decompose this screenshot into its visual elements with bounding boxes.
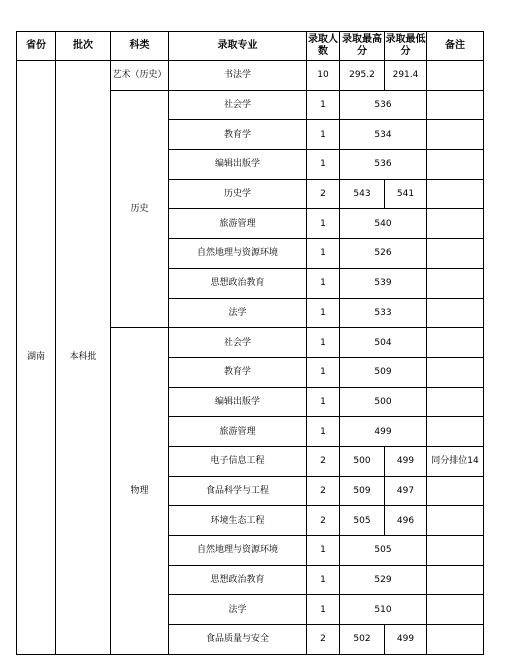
major-cell: 教育学 [169,357,307,387]
major-cell: 书法学 [169,61,307,91]
note-cell [427,536,484,566]
score-cell: 499 [340,417,427,447]
major-cell: 编辑出版学 [169,387,307,417]
note-cell [427,417,484,447]
major-cell: 食品科学与工程 [169,476,307,506]
count-cell: 1 [307,209,340,239]
note-cell [427,90,484,120]
score-cell: 536 [340,90,427,120]
count-cell: 1 [307,298,340,328]
score-cell: 505 [340,536,427,566]
note-cell [427,179,484,209]
max-score-cell: 295.2 [340,61,385,91]
count-cell: 2 [307,179,340,209]
count-cell: 1 [307,239,340,269]
header-category: 科类 [111,32,169,61]
score-cell: 500 [340,387,427,417]
note-cell [427,150,484,180]
major-cell: 法学 [169,298,307,328]
count-cell: 1 [307,565,340,595]
min-score-cell: 499 [385,625,427,655]
count-cell: 2 [307,446,340,476]
header-note: 备注 [427,32,484,61]
category-cell: 物理 [111,328,169,655]
min-score-cell: 497 [385,476,427,506]
major-cell: 社会学 [169,90,307,120]
count-cell: 1 [307,357,340,387]
header-min-score: 录取最低分 [385,32,427,61]
major-cell: 社会学 [169,328,307,358]
category-cell: 艺术（历史） [111,61,169,91]
score-cell: 504 [340,328,427,358]
score-cell: 534 [340,120,427,150]
score-cell: 533 [340,298,427,328]
batch-cell: 本科批 [56,61,111,655]
header-major: 录取专业 [169,32,307,61]
count-cell: 1 [307,387,340,417]
major-cell: 历史学 [169,179,307,209]
major-cell: 思想政治教育 [169,268,307,298]
count-cell: 2 [307,625,340,655]
count-cell: 1 [307,417,340,447]
score-cell: 539 [340,268,427,298]
header-province: 省份 [17,32,56,61]
admission-table [16,31,484,655]
header-row [17,32,484,61]
header-batch: 批次 [56,32,111,61]
major-cell: 教育学 [169,120,307,150]
header-count: 录取人数 [307,32,340,61]
max-score-cell: 505 [340,506,385,536]
score-cell: 540 [340,209,427,239]
note-cell [427,387,484,417]
major-cell: 旅游管理 [169,417,307,447]
major-cell: 环境生态工程 [169,506,307,536]
score-cell: 510 [340,595,427,625]
note-cell [427,239,484,269]
count-cell: 1 [307,120,340,150]
note-cell [427,209,484,239]
major-cell: 思想政治教育 [169,565,307,595]
major-cell: 食品质量与安全 [169,625,307,655]
max-score-cell: 509 [340,476,385,506]
major-cell: 编辑出版学 [169,150,307,180]
score-cell: 536 [340,150,427,180]
major-cell: 法学 [169,595,307,625]
count-cell: 1 [307,90,340,120]
province-cell: 湖南 [17,61,56,655]
note-cell [427,476,484,506]
count-cell: 1 [307,536,340,566]
count-cell: 1 [307,268,340,298]
major-cell: 自然地理与资源环境 [169,536,307,566]
note-cell [427,120,484,150]
note-cell [427,357,484,387]
major-cell: 旅游管理 [169,209,307,239]
note-cell [427,268,484,298]
major-cell: 电子信息工程 [169,446,307,476]
min-score-cell: 541 [385,179,427,209]
category-cell: 历史 [111,90,169,328]
note-cell [427,298,484,328]
count-cell: 10 [307,61,340,91]
note-cell [427,506,484,536]
max-score-cell: 543 [340,179,385,209]
min-score-cell: 499 [385,446,427,476]
note-cell [427,61,484,91]
note-cell [427,625,484,655]
major-cell: 自然地理与资源环境 [169,239,307,269]
count-cell: 1 [307,595,340,625]
max-score-cell: 500 [340,446,385,476]
note-cell [427,328,484,358]
count-cell: 2 [307,506,340,536]
min-score-cell: 291.4 [385,61,427,91]
score-cell: 526 [340,239,427,269]
count-cell: 1 [307,150,340,180]
note-cell: 同分排位14 [427,446,484,476]
count-cell: 2 [307,476,340,506]
score-cell: 529 [340,565,427,595]
max-score-cell: 502 [340,625,385,655]
table-row [17,61,484,91]
score-cell: 509 [340,357,427,387]
note-cell [427,565,484,595]
count-cell: 1 [307,328,340,358]
header-max-score: 录取最高分 [340,32,385,61]
note-cell [427,595,484,625]
min-score-cell: 496 [385,506,427,536]
